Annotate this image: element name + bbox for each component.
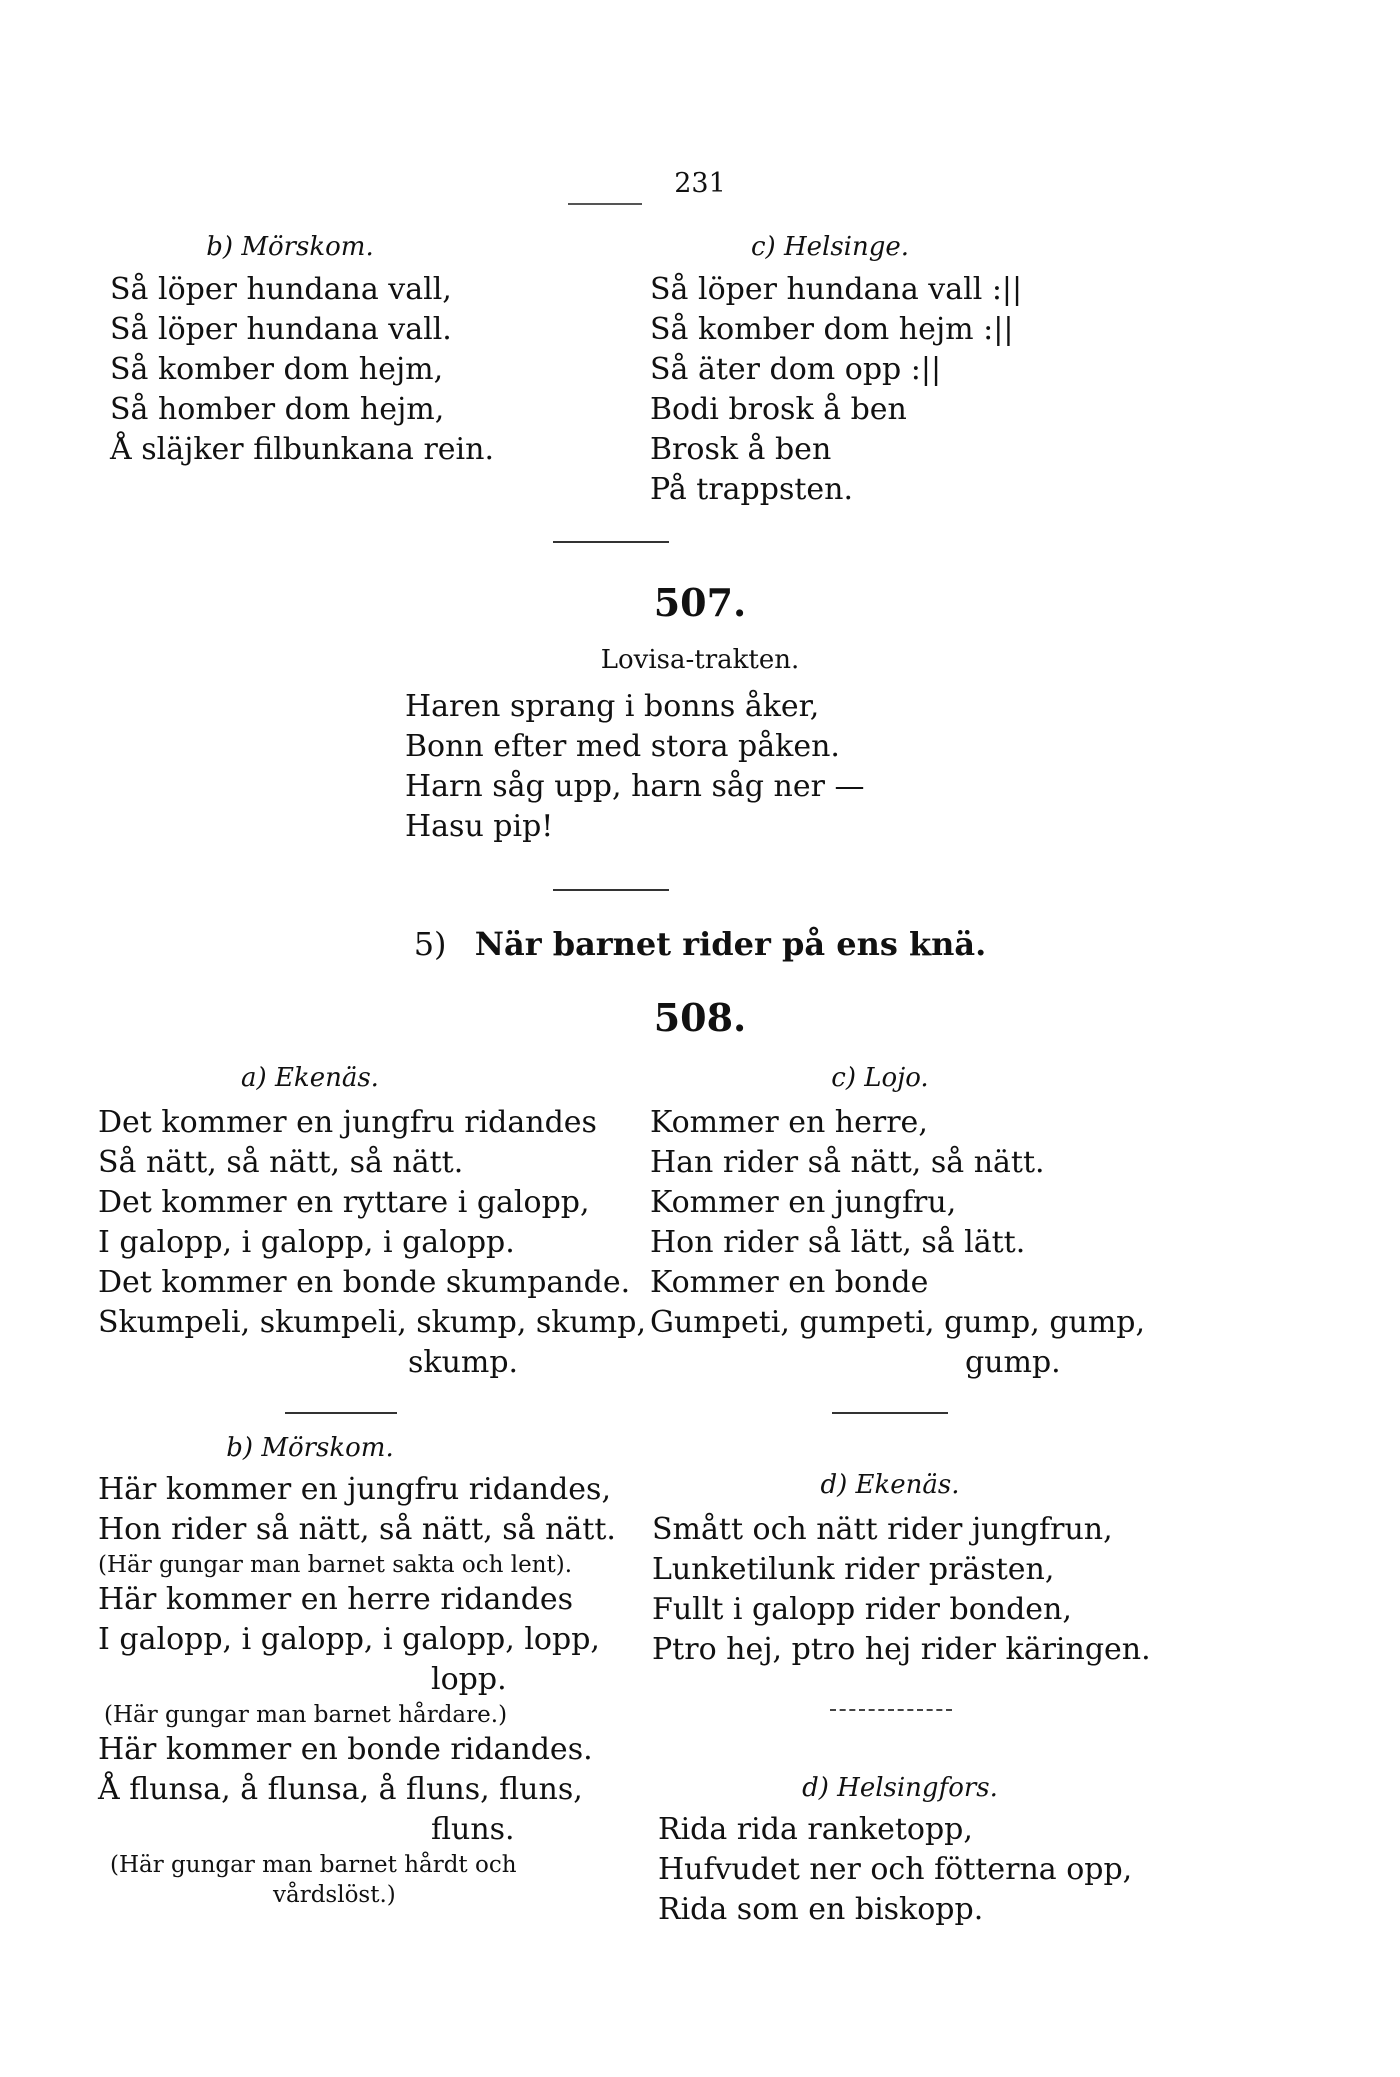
verse-line: Här kommer en bonde ridandes. xyxy=(98,1732,593,1767)
verse-line: fluns. xyxy=(431,1812,515,1847)
verse-line: gump. xyxy=(965,1345,1061,1380)
verse-line: Brosk å ben xyxy=(650,432,832,467)
song-507-verse xyxy=(405,687,864,847)
verse-note: (Här gungar man barnet sakta och lent). xyxy=(98,1552,573,1578)
verse-line: Å flunsa, å flunsa, å fluns, fluns, xyxy=(98,1772,583,1807)
verse-line: Här kommer en jungfru ridandes, xyxy=(98,1472,611,1507)
verse-line: Så homber dom hejm, xyxy=(110,392,445,427)
verse-line: Kommer en jungfru, xyxy=(650,1185,957,1220)
verse-line: Här kommer en herre ridandes xyxy=(98,1582,574,1617)
verse-line: Hon rider så nätt, så nätt, så nätt. xyxy=(98,1512,616,1547)
top-left-verse xyxy=(110,270,494,470)
song-508-b-verse xyxy=(98,1470,616,1910)
verse-line: Det kommer en bonde skumpande. xyxy=(98,1265,631,1300)
section-title xyxy=(0,925,1400,963)
song-508-d-verse xyxy=(652,1510,1151,1670)
verse-line: Hufvudet ner och fötterna opp, xyxy=(658,1852,1133,1887)
verse-line: Ptro hej, ptro hej rider käringen. xyxy=(652,1632,1151,1667)
verse-line: Harn såg upp, harn såg ner — xyxy=(405,769,865,804)
verse-line: Lunketilunk rider prästen, xyxy=(652,1552,1055,1587)
verse-line: Rida som en biskopp. xyxy=(658,1892,984,1927)
song-number-507: 507. xyxy=(653,580,747,625)
verse-line: Skumpeli, skumpeli, skump, skump, xyxy=(98,1305,646,1340)
verse-line: I galopp, i galopp, i galopp, lopp, xyxy=(98,1622,600,1657)
top-right-verse xyxy=(650,270,1022,510)
verse-line: Kommer en herre, xyxy=(650,1105,928,1140)
verse-line: Bodi brosk å ben xyxy=(650,392,907,427)
verse-line: Smått och nätt rider jungfrun, xyxy=(652,1512,1113,1547)
verse-line: Haren sprang i bonns åker, xyxy=(405,689,820,724)
verse-note: (Här gungar man barnet hårdare.) xyxy=(104,1702,508,1728)
verse-line: Hasu pip! xyxy=(405,809,554,844)
separator-rule xyxy=(553,889,669,891)
verse-line: Så nätt, så nätt, så nätt. xyxy=(98,1145,464,1180)
top-left-heading: b) Mörskom. xyxy=(206,232,374,262)
verse-line: lopp. xyxy=(431,1662,507,1697)
song-508-c-verse xyxy=(650,1103,1145,1383)
song-508-e-verse xyxy=(658,1810,1132,1930)
song-number-508: 508. xyxy=(653,995,747,1040)
verse-line: Så komber dom hejm :|| xyxy=(650,312,1014,347)
verse-line: Så löper hundana vall. xyxy=(110,312,452,347)
section-title-text: När barnet rider på ens knä. xyxy=(474,925,987,963)
verse-line: skump. xyxy=(408,1345,519,1380)
song-508-a-heading: a) Ekenäs. xyxy=(241,1063,379,1093)
verse-line: Bonn efter med stora påken. xyxy=(405,729,840,764)
verse-line: Å släjker filbunkana rein. xyxy=(110,432,494,467)
page-number: 231 xyxy=(674,168,726,199)
verse-line: Gumpeti, gumpeti, gump, gump, xyxy=(650,1305,1146,1340)
verse-line: Så komber dom hejm, xyxy=(110,352,444,387)
song-508-d-heading: d) Ekenäs. xyxy=(820,1470,960,1500)
song-507-place: Lovisa-trakten. xyxy=(600,645,800,675)
verse-line: På trappsten. xyxy=(650,472,854,507)
page-number-rule xyxy=(568,203,642,205)
verse-note: (Här gungar man barnet hårdt och xyxy=(110,1852,517,1878)
section-number: 5) xyxy=(413,925,447,963)
verse-line: Så löper hundana vall, xyxy=(110,272,452,307)
separator-rule xyxy=(832,1412,948,1414)
top-right-heading: c) Helsinge. xyxy=(750,232,910,262)
verse-line: Hon rider så lätt, så lätt. xyxy=(650,1225,1026,1260)
verse-line: Kommer en bonde xyxy=(650,1265,929,1300)
song-508-e-heading: d) Helsingfors. xyxy=(802,1773,998,1803)
verse-line: Så äter dom opp :|| xyxy=(650,352,942,387)
song-508-b-heading: b) Mörskom. xyxy=(226,1433,394,1463)
separator-rule xyxy=(553,541,669,543)
separator-rule xyxy=(830,1709,952,1711)
verse-line: I galopp, i galopp, i galopp. xyxy=(98,1225,515,1260)
separator-rule xyxy=(285,1412,397,1414)
verse-line: Rida rida ranketopp, xyxy=(658,1812,973,1847)
verse-line: Det kommer en ryttare i galopp, xyxy=(98,1185,590,1220)
song-508-a-verse xyxy=(98,1103,646,1383)
verse-line: Så löper hundana vall :|| xyxy=(650,272,1023,307)
verse-line: Han rider så nätt, så nätt. xyxy=(650,1145,1045,1180)
verse-note: vårdslöst.) xyxy=(273,1882,396,1908)
verse-line: Det kommer en jungfru ridandes xyxy=(98,1105,597,1140)
verse-line: Fullt i galopp rider bonden, xyxy=(652,1592,1072,1627)
song-508-c-heading: c) Lojo. xyxy=(831,1063,929,1093)
